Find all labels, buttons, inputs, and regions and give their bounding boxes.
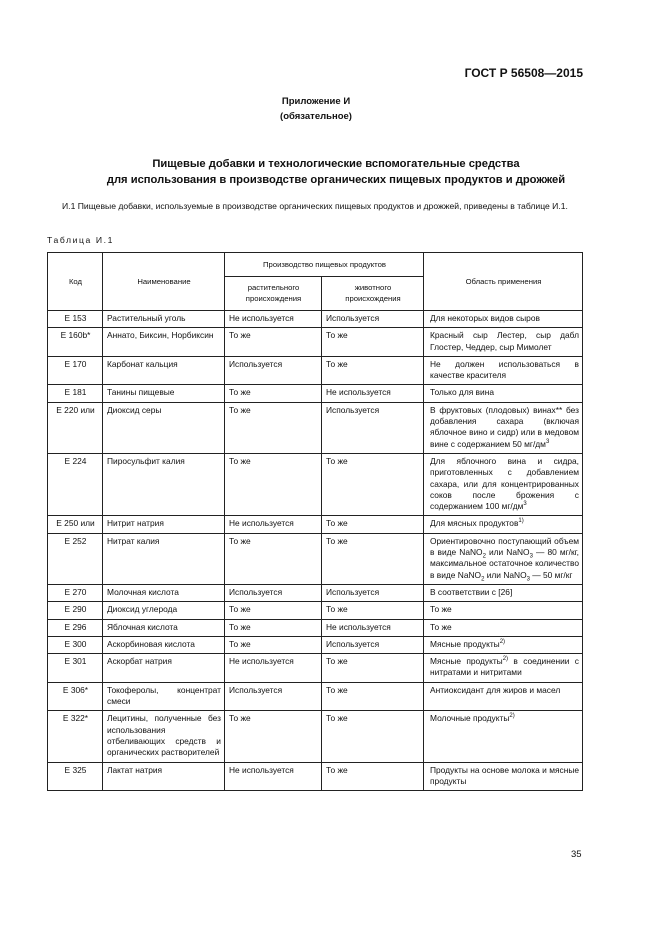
area-text: или — [484, 569, 504, 580]
area-text-tail: в соединении с нитратами и нитритами — [430, 656, 579, 678]
cell-code: Е 322* — [48, 711, 103, 762]
cell-area — [424, 682, 583, 711]
cell-animal: То же — [322, 762, 424, 791]
area-text: В фруктовых (плодовых) винах** без добавления сахара (включая яблочное вино и сидр) или в медовом вине с содержанием 50 мг/дм — [430, 404, 579, 449]
cell-name: Карбонат кальция — [103, 356, 225, 385]
formula-subscript: 2 — [481, 576, 485, 583]
cell-name: Нитрит натрия — [103, 516, 225, 533]
cell-area — [424, 711, 583, 762]
area-text: Не должен использоваться в качестве красителя — [430, 358, 579, 381]
cell-plant: То же — [225, 619, 322, 636]
cell-plant: То же — [225, 328, 322, 357]
table-row — [48, 311, 583, 328]
area-text: Мясные продукты — [430, 656, 503, 667]
table-row — [48, 711, 583, 762]
cell-animal: То же — [322, 682, 424, 711]
cell-plant: Используется — [225, 584, 322, 601]
cell-area — [424, 602, 583, 619]
cell-code: Е 170 — [48, 356, 103, 385]
cell-area — [424, 385, 583, 402]
table-row — [48, 453, 583, 515]
cell-animal: Используется — [322, 584, 424, 601]
cell-plant: Используется — [225, 682, 322, 711]
header-animal: животного происхождения — [322, 277, 424, 311]
cell-code: Е 224 — [48, 453, 103, 515]
area-text: Мясные продукты — [430, 638, 500, 649]
table-row — [48, 636, 583, 653]
area-text: — 80 мг/кг, максимальное остаточное количество в виде — [430, 547, 579, 580]
cell-code: Е 160b* — [48, 328, 103, 357]
cell-plant: То же — [225, 602, 322, 619]
cell-animal: То же — [322, 328, 424, 357]
cell-name: Аскорбиновая кислота — [103, 636, 225, 653]
footnote-mark: 2) — [509, 713, 515, 720]
cell-name: Яблочная кислота — [103, 619, 225, 636]
area-text: Для яблочного вина и сидра, приготовленных с добавлением сахара, или для концентрированных соков после брожения с содержанием 100 мг/дм — [430, 455, 579, 512]
table-row — [48, 516, 583, 533]
formula-text: NaNO — [503, 569, 527, 580]
header-name: Наименование — [103, 253, 225, 311]
cell-plant: То же — [225, 711, 322, 762]
cell-area — [424, 654, 583, 683]
cell-name: Молочная кислота — [103, 584, 225, 601]
footnote-mark: 3 — [523, 501, 527, 508]
cell-plant: То же — [225, 385, 322, 402]
cell-name: Лактат натрия — [103, 762, 225, 791]
table-caption: Таблица И.1 — [47, 235, 115, 245]
footnote-mark: 1) — [518, 518, 524, 525]
cell-code: Е 220 или — [48, 402, 103, 453]
header-plant: растительного происхождения — [225, 277, 322, 311]
header-area: Область применения — [424, 253, 583, 311]
area-text: — 50 мг/кг — [529, 569, 573, 580]
cell-animal: Не используется — [322, 385, 424, 402]
cell-area — [424, 533, 583, 584]
table-row — [48, 762, 583, 791]
additives-table — [47, 252, 583, 791]
footnote-mark: 2) — [502, 656, 509, 663]
document-title — [0, 156, 661, 188]
cell-code: Е 300 — [48, 636, 103, 653]
cell-plant: Не используется — [225, 516, 322, 533]
cell-plant: Не используется — [225, 654, 322, 683]
cell-plant: То же — [225, 636, 322, 653]
cell-animal: То же — [322, 453, 424, 515]
area-text: Для мясных продуктов — [430, 518, 519, 529]
cell-area — [424, 619, 583, 636]
table-row — [48, 584, 583, 601]
table-row — [48, 682, 583, 711]
area-text: Красный сыр Лестер, сыр дабл Глостер, Чеддер, сыр Мимолет — [430, 330, 579, 352]
cell-animal: То же — [322, 533, 424, 584]
area-text: То же — [430, 621, 452, 632]
formula-subscript: 2 — [482, 553, 486, 560]
area-text: Только для вина — [430, 387, 494, 398]
appendix-heading — [0, 94, 632, 124]
footnote-mark: 3 — [545, 438, 550, 445]
cell-animal: То же — [322, 356, 424, 385]
cell-area — [424, 584, 583, 601]
cell-animal: Используется — [322, 402, 424, 453]
cell-plant: Используется — [225, 356, 322, 385]
table-row — [48, 402, 583, 453]
table-row — [48, 619, 583, 636]
table-row — [48, 385, 583, 402]
standard-code: ГОСТ Р 56508—2015 — [464, 66, 583, 80]
cell-animal: То же — [322, 711, 424, 762]
appendix-title: Приложение И — [281, 96, 351, 107]
formula-text: NaNO — [506, 547, 530, 558]
cell-name: Диоксид углерода — [103, 602, 225, 619]
cell-name: Аннато, Биксин, Норбиксин — [103, 328, 225, 357]
table-row — [48, 356, 583, 385]
cell-name: Лецитины, полученные без использования отбеливающих средств и органических растворителей — [103, 711, 225, 762]
cell-animal: То же — [322, 516, 424, 533]
cell-area — [424, 762, 583, 791]
header-production: Производство пищевых продуктов — [225, 253, 424, 277]
cell-code: Е 181 — [48, 385, 103, 402]
cell-name: Танины пищевые — [103, 385, 225, 402]
formula-text: NaNO — [457, 569, 482, 580]
cell-plant: То же — [225, 533, 322, 584]
cell-code: Е 290 — [48, 602, 103, 619]
cell-name: Токоферолы, концентрат смеси — [103, 682, 225, 711]
cell-name: Нитрат калия — [103, 533, 225, 584]
table-row — [48, 654, 583, 683]
formula-subscript: 3 — [526, 576, 530, 583]
area-text: То же — [430, 604, 452, 615]
appendix-status: (обязательное) — [280, 111, 352, 122]
page-number: 35 — [571, 849, 582, 860]
cell-code: Е 325 — [48, 762, 103, 791]
intro-paragraph: И.1 Пищевые добавки, используемые в производстве органических пищевых продуктов и дрожжей, приведены в таблице И.1. — [62, 201, 568, 211]
cell-plant: То же — [225, 402, 322, 453]
cell-area — [424, 311, 583, 328]
cell-code: Е 153 — [48, 311, 103, 328]
cell-animal: То же — [322, 602, 424, 619]
table-row — [48, 533, 583, 584]
cell-animal: То же — [322, 654, 424, 683]
formula-subscript: 3 — [529, 553, 533, 560]
area-text: Ориентировочно поступающий объем в виде — [430, 535, 579, 558]
cell-name: Растительный уголь — [103, 311, 225, 328]
footnote-mark: 2) — [499, 639, 506, 646]
cell-name: Диоксид серы — [103, 402, 225, 453]
cell-animal: Используется — [322, 311, 424, 328]
table-row — [48, 602, 583, 619]
cell-plant: Не используется — [225, 762, 322, 791]
area-text: В соответствии с [26] — [430, 586, 513, 597]
cell-plant: То же — [225, 453, 322, 515]
cell-code: Е 252 — [48, 533, 103, 584]
cell-area — [424, 328, 583, 357]
area-text: или — [485, 547, 507, 558]
area-text: Для некоторых видов сыров — [430, 313, 540, 323]
table-row — [48, 328, 583, 357]
header-code: Код — [48, 253, 103, 311]
cell-area — [424, 356, 583, 385]
area-text: Антиоксидант для жиров и масел — [430, 684, 561, 695]
area-text: Молочные продукты — [430, 713, 510, 724]
cell-animal: Используется — [322, 636, 424, 653]
formula-text: NaNO — [459, 547, 483, 558]
cell-code: Е 301 — [48, 654, 103, 683]
document-title-line-1: Пищевые добавки и технологические вспомогательные средства — [152, 158, 520, 170]
cell-plant: Не используется — [225, 311, 322, 328]
cell-area — [424, 453, 583, 515]
cell-animal: Не используется — [322, 619, 424, 636]
cell-code: Е 306* — [48, 682, 103, 711]
cell-name: Пиросульфит калия — [103, 453, 225, 515]
area-text: Продукты на основе молока и мясные продукты — [430, 764, 579, 786]
cell-area — [424, 402, 583, 453]
cell-area — [424, 516, 583, 533]
cell-code: Е 296 — [48, 619, 103, 636]
cell-code: Е 250 или — [48, 516, 103, 533]
document-title-line-2: для использования в производстве органических пищевых продуктов и дрожжей — [106, 174, 566, 186]
cell-code: Е 270 — [48, 584, 103, 601]
cell-area — [424, 636, 583, 653]
cell-name: Аскорбат натрия — [103, 654, 225, 683]
